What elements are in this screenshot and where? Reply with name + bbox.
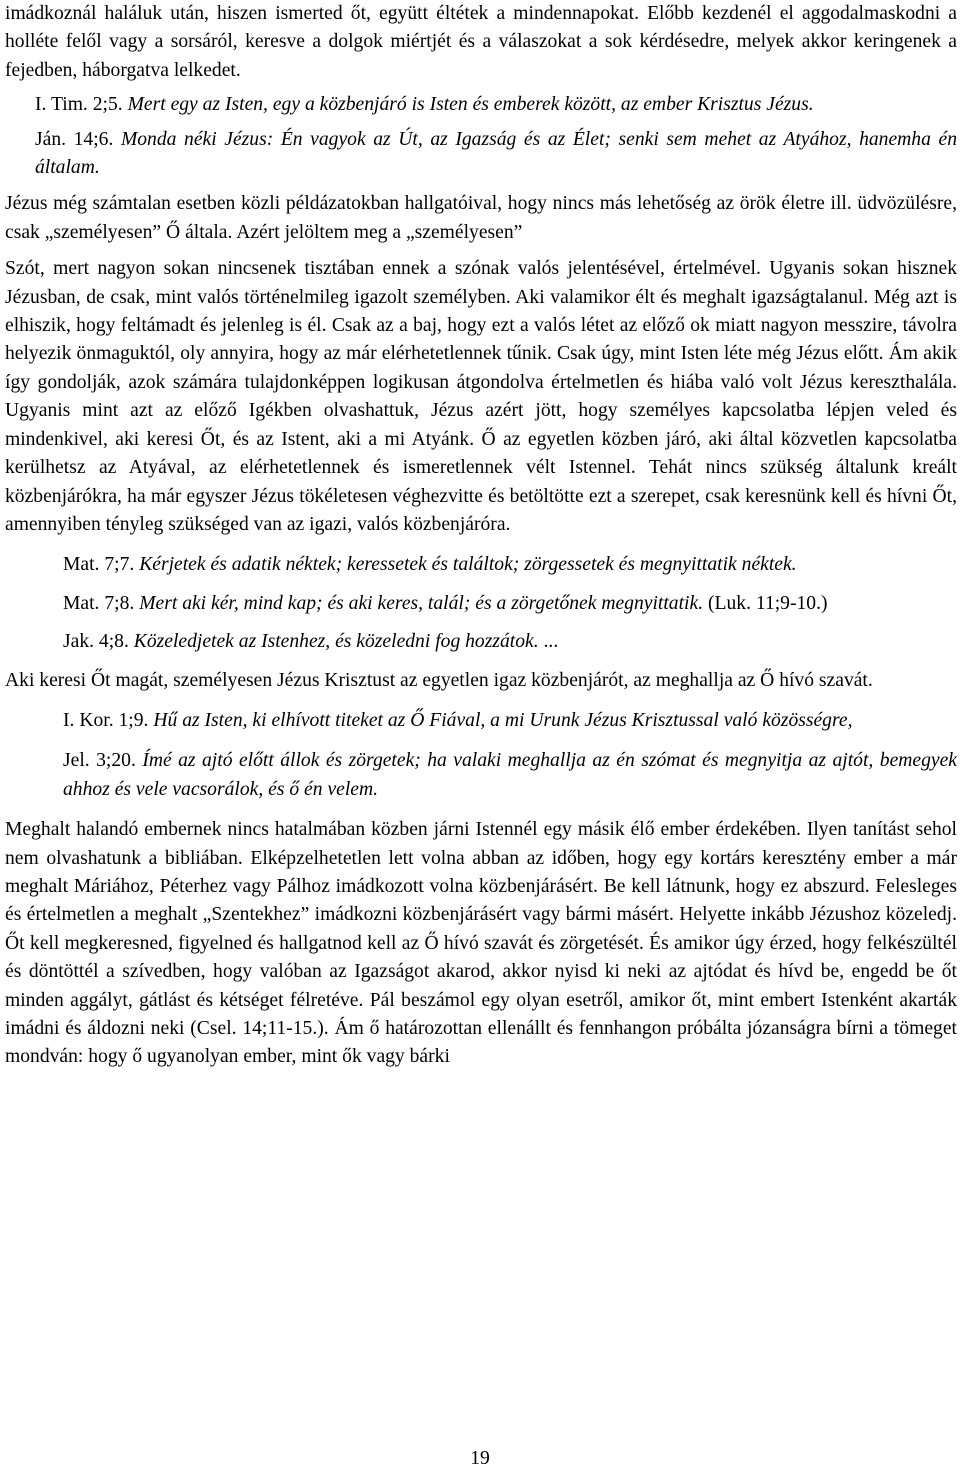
verse-quote: Mert aki kér, mind kap; és aki keres, talál; és a zörgetőnek megnyittatik. xyxy=(139,592,704,614)
verse-jan xyxy=(5,126,957,183)
verse-mat-7-8 xyxy=(5,590,957,618)
verse-reference: Ján. 14;6. xyxy=(35,128,114,150)
verse-quote: Monda néki Jézus: Én vagyok az Út, az Igazság és az Élet; senki sem mehet az Atyához, hanemha én általam. xyxy=(35,128,957,179)
verse-reference: Jak. 4;8. xyxy=(63,631,129,653)
page-number: 19 xyxy=(470,1448,490,1469)
verse-kor xyxy=(5,707,957,735)
verse-ellipsis: ... xyxy=(538,631,559,653)
verse-mat-7-7 xyxy=(5,551,957,579)
paragraph-jesus-1: Jézus még számtalan esetben közli példázatokban hallgatóival, hogy nincs más lehetőség az örök életre ill. üdvözülésre, csak „személyesen” Ő általa. Azért jelöltem meg a „személyesen” xyxy=(5,193,957,243)
verse-tim xyxy=(5,91,957,119)
verse-quote: Kérjetek és adatik néktek; keressetek és találtok; zörgessetek és megnyittatik néktek. xyxy=(139,554,797,576)
verse-quote: Mert egy az Isten, egy a közbenjáró is Isten és emberek között, az ember Krisztus Jézus. xyxy=(127,94,814,116)
verse-reference: Mat. 7;8. xyxy=(63,592,135,614)
verse-jel xyxy=(5,747,957,804)
verse-quote: Ímé az ajtó előtt állok és zörgetek; ha valaki meghallja az én szómat és megnyitja az ajtót, bemegyek ahhoz és vele vacsorálok, és ő én velem. xyxy=(63,750,958,800)
verse-reference: Jel. 3;20. xyxy=(63,750,136,772)
verse-reference: I. Tim. 2;5. xyxy=(35,94,123,116)
verse-reference: Mat. 7;7. xyxy=(63,554,135,576)
paragraph-intro: imádkoznál haláluk után, hiszen ismerted őt, együtt éltétek a mindennapokat. Előbb kezdenél el aggodalmaskodni a holléte felől vagy a sorsáról, keresve a dolgok miértjét és a válaszokat a sok kérdésedre, melyek akkor keringenek a fejedben, háborgatva lelkedet. xyxy=(5,3,957,81)
paragraph-final: Meghalt halandó embernek nincs hatalmában közben járni Istennél egy másik élő ember érdekében. Ilyen tanítást sehol nem olvashatunk a bibliában. Elképzelhetetlen lett volna abban az időben, hogy egy kortárs keresztény ember a már meghalt Máriához, Péterhez vagy Pálhoz imádkozott volna közbenjárásért. Be kell látnunk, hogy ez abszurd. Felesleges és értelmetlen a meghalt „Szentekhez” imádkozni közbenjárásért vagy bármi másért. Helyette inkább Jézushoz közeledj. Őt kell megkeresned, figyelned és hallgatnod kell az Ő hívó szavát és zörgetését. És amikor úgy érzed, hogy felkészültél és döntöttél a szívedben, hogy valóban az Igazságot akarod, akkor nyisd ki neki az ajtódat és hívd be, engedd be őt minden aggályt, gátlást és kétséget félretéve. Pál beszámol egy olyan esetről, amikor őt, mint embert Istenként akarták imádni és áldozni neki (Csel. 14;11-15.). Ám ő határozottan ellenállt és fennhangon próbálta józanságra bírni a tömeget mondván: hogy ő ugyanolyan ember, mint ők vagy bárki xyxy=(5,819,957,1068)
paragraph-jesus-2: Szót, mert nagyon sokan nincsenek tisztában ennek a szónak valós jelentésével, értelmével. Ugyanis sokan hisznek Jézusban, de csak, mint valós történelmileg igazolt személyben. Aki valamikor élt és meghalt igazságtalanul. Még azt is elhiszik, hogy feltámadt és jelenleg is él. Csak az a baj, hogy ezt a valós létet az előző ok miatt nagyon messzire, távolra helyezik önmaguktól, oly annyira, hogy az már elérhetetlennek tűnik. Csak úgy, mint Isten léte még Jézus előtt. Ám akik így gondolják, azok számára tulajdonképpen logikusan átgondolva értelmetlen és hiába való volt Jézus kereszthalála. Ugyanis mint azt az előző Igékben olvashattuk, Jézus azért jött, hogy személyes kapcsolatba lépjen veled és mindenkivel, aki keresi Őt, és az Istent, aki a mi Atyánk. Ő az egyetlen közben járó, aki által közvetlen kapcsolatba kerülhetsz az Atyával, az elérhetetlennek és ismeretlennek vélt Istennel. Tehát nincs szükség általunk kreált közbenjárókra, ha már egyszer Jézus tökéletesen véghezvitte és betöltötte ezt a szerepet, csak keresnünk kell és hívni Őt, amennyiben tényleg szükséged van az igazi, valós közbenjáróra. xyxy=(5,258,957,535)
verse-jak xyxy=(5,628,957,656)
paragraph-seek: Aki keresi Őt magát, személyesen Jézus Krisztust az egyetlen igaz közbenjárót, az meghallja az Ő hívó szavát. xyxy=(5,669,873,691)
verse-cross-reference: (Luk. 11;9-10.) xyxy=(703,592,828,614)
verse-reference: I. Kor. 1;9. xyxy=(63,709,149,731)
verse-quote: Közeledjetek az Istenhez, és közeledni fog hozzátok. xyxy=(133,631,539,653)
document-page xyxy=(5,0,957,1072)
verse-quote: Hű az Isten, ki elhívott titeket az Ő Fiával, a mi Urunk Jézus Krisztussal való közösségre, xyxy=(153,709,853,731)
